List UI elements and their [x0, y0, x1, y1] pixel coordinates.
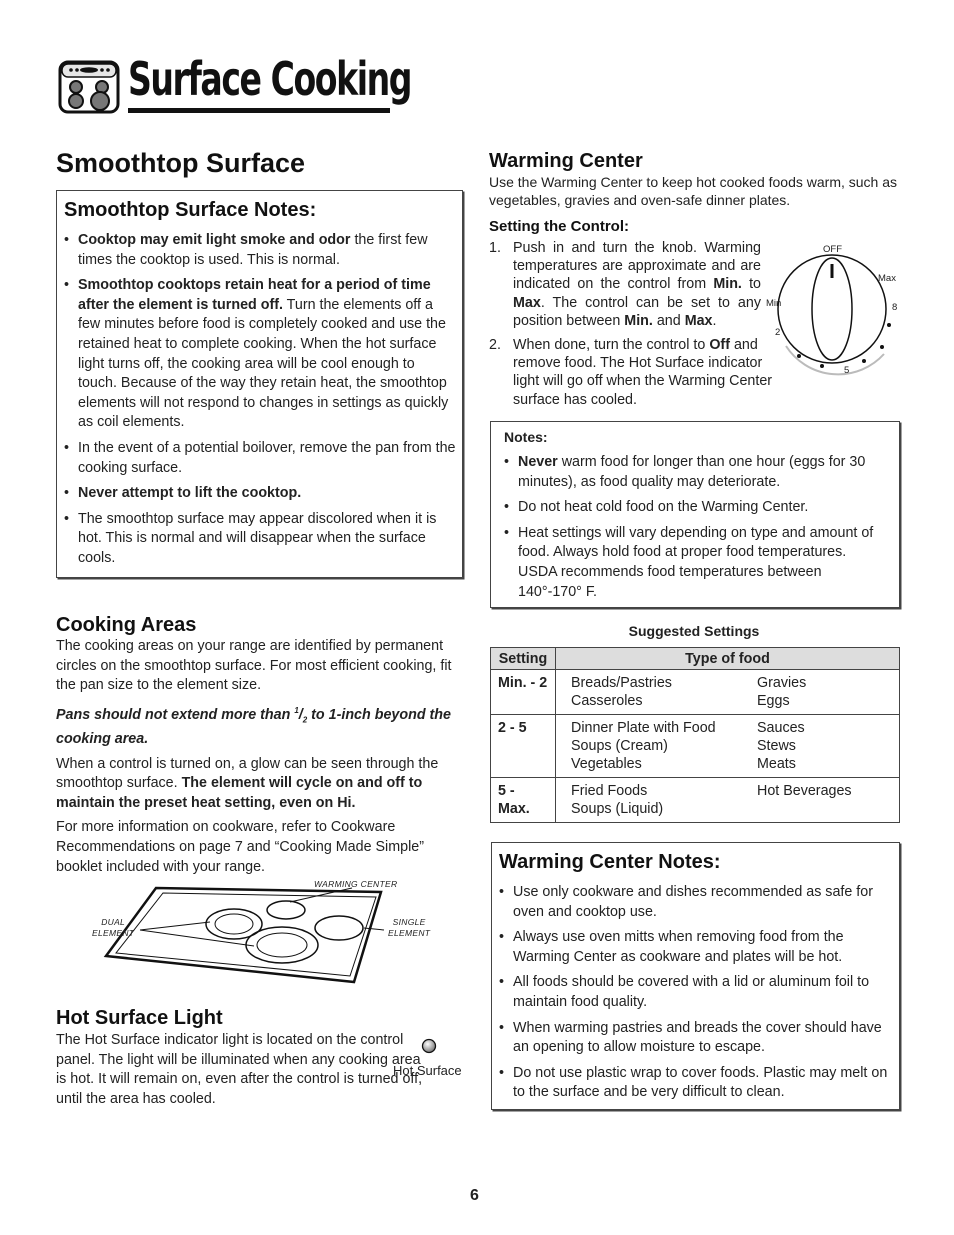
food-item: Dinner Plate with Food [571, 720, 716, 736]
food-item: Vegetables [571, 756, 642, 772]
warming-notes-box [490, 421, 900, 608]
knob-8-label: 8 [892, 302, 898, 313]
table-row [491, 670, 900, 715]
single-element-label: SINGLE ELEMENT [388, 917, 431, 938]
food-cell [556, 715, 900, 778]
hot-surface-indicator-icon [421, 1038, 437, 1059]
warming-center-note: • Use only cookware and dishes recommended as safe for oven and cooktop use. [492, 883, 894, 922]
setting-cell: 5 - Max. [491, 778, 556, 823]
notes-title: Notes: [504, 429, 548, 445]
cooktop-icon [58, 60, 122, 121]
page-number: 6 [470, 1187, 479, 1204]
page-title: Surface Cooking [128, 52, 412, 106]
warming-center-notes-box [491, 842, 900, 1110]
smoothtop-note: • Never attempt to lift the cooktop. [57, 484, 457, 504]
smoothtop-note: • Smoothtop cooktops retain heat for a period of time after the element is turned off. Turn the elements off a few minutes before food is completely cooked and use the retained heat to complete cooking. When the hot surface light turns off, the cooking area will be cool enough to touch. Because of the way they retain heat, the smoothtop elements will not respond to changes in settings as quickly as coil elements. [57, 276, 457, 433]
settings-caption: Suggested Settings [628, 623, 760, 639]
setting-cell: 2 - 5 [491, 715, 556, 778]
warming-center-note: • All foods should be covered with a lid or aluminum foil to maintain food quality. [492, 973, 894, 1012]
food-item: Soups (Liquid) [571, 801, 664, 817]
cooking-areas-p4: For more information on cookware, refer to Cookware Recommendations on page 7 and “Cooking Made Simple” booklet included with your range. [56, 819, 424, 875]
setting-steps [489, 239, 773, 415]
food-item: Breads/Pastries [571, 675, 672, 691]
food-item: Fried Foods [571, 783, 648, 799]
setting-cell: Min. - 2 [491, 670, 556, 715]
hot-surface-indicator-label: Hot Surface [393, 1063, 462, 1078]
warming-center-label: WARMING CENTER [314, 879, 398, 889]
smoothtop-heading: Smoothtop Surface [56, 148, 306, 178]
knob-2-label: 2 [775, 327, 781, 338]
knob-5-label: 5 [844, 365, 850, 376]
cooking-areas-heading: Cooking Areas [56, 614, 197, 636]
header-setting: Setting [491, 648, 556, 670]
warming-note: • Do not heat cold food on the Warming Center. [497, 498, 887, 518]
cooking-areas-p3: When a control is turned on, a glow can be seen through the smoothtop surface. The element will cycle on and off to maintain the preset heat setting, even on Hi. [56, 755, 439, 811]
food-item: Casseroles [571, 693, 643, 709]
setting-control-heading: Setting the Control: [489, 218, 629, 235]
warming-center-notes-title: Warming Center Notes: [499, 851, 721, 873]
title-underline [128, 108, 390, 113]
hot-surface-text: The Hot Surface indicator light is located on the control panel. The light will be illuminated when any cooking area is hot. It will remain on, even after the control is turned off, until the area has cooled. [56, 1032, 423, 1107]
smoothtop-note: • In the event of a potential boilover, remove the pan from the cooking surface. [57, 439, 457, 478]
food-item: Meats [757, 756, 796, 772]
warming-note: • Heat settings will vary depending on type and amount of food. Always hold food at proper food temperatures. USDA recommends food temperatures between 140°-170° F. [497, 524, 887, 602]
food-cell [556, 778, 900, 823]
warming-center-heading: Warming Center [489, 150, 643, 172]
warming-center-notes-list [492, 883, 894, 1109]
warming-control-knob [764, 242, 904, 382]
warming-center-note: • Do not use plastic wrap to cover foods. Plastic may melt on to the surface and be very difficult to clean. [492, 1064, 894, 1103]
food-item: Sauces [757, 720, 805, 736]
header-food: Type of food [556, 648, 900, 670]
step-2: 2. When done, turn the control to Off and remove food. The Hot Surface indicator light will go off when the Warming Center surface has cooled. [489, 337, 773, 408]
smoothtop-notes-box [56, 190, 463, 578]
step-1: 1. Push in and turn the knob. Warming temperatures are approximate and are indicated on the control from Min. to Max. The control can be set to any position between Min. and Max. [489, 240, 761, 329]
table-row [491, 778, 900, 823]
cooking-areas-p1: The cooking areas on your range are identified by permanent circles on the smoothtop surface. For most efficient cooking, fit the pan size to the element size. [56, 638, 452, 694]
cooking-areas-pan-note: Pans should not extend more than $^1/_2$ to 1-inch beyond the cooking area. [56, 705, 451, 747]
warming-center-note: • When warming pastries and breads the cover should have an opening to allow moisture to escape. [492, 1019, 894, 1058]
food-item: Stews [757, 738, 796, 754]
food-item: Gravies [757, 675, 807, 691]
settings-table [490, 647, 900, 823]
smoothtop-notes-list [57, 231, 457, 575]
warming-center-intro: Use the Warming Center to keep hot cooked foods warm, such as vegetables, gravies and oven-safe dinner plates. [489, 174, 898, 209]
smoothtop-notes-title: Smoothtop Surface Notes: [64, 199, 317, 221]
knob-max-label: Max [878, 273, 896, 284]
hot-surface-heading: Hot Surface Light [56, 1007, 223, 1029]
smoothtop-note: • Cooktop may emit light smoke and odor the first few times the cooktop is used. This is normal. [57, 231, 457, 270]
food-item: Hot Beverages [757, 783, 852, 799]
warming-center-note: • Always use oven mitts when removing food from the Warming Center as cookware and plates will be hot. [492, 928, 894, 967]
knob-min-label: Min [766, 298, 782, 309]
table-row [491, 715, 900, 778]
knob-off-label: OFF [823, 244, 842, 255]
food-item: Soups (Cream) [571, 738, 668, 754]
food-cell [556, 670, 900, 715]
table-header-row [491, 648, 900, 670]
food-item: Eggs [757, 693, 790, 709]
warming-note: • Never warm food for longer than one hour (eggs for 30 minutes), as food quality may deteriorate. [497, 453, 887, 492]
cooking-areas-text [56, 637, 458, 877]
warming-notes-list [497, 453, 887, 608]
smoothtop-note: • The smoothtop surface may appear discolored when it is hot. This is normal and will disappear when the surface cools. [57, 510, 457, 569]
dual-element-label: DUAL ELEMENT [92, 917, 135, 938]
